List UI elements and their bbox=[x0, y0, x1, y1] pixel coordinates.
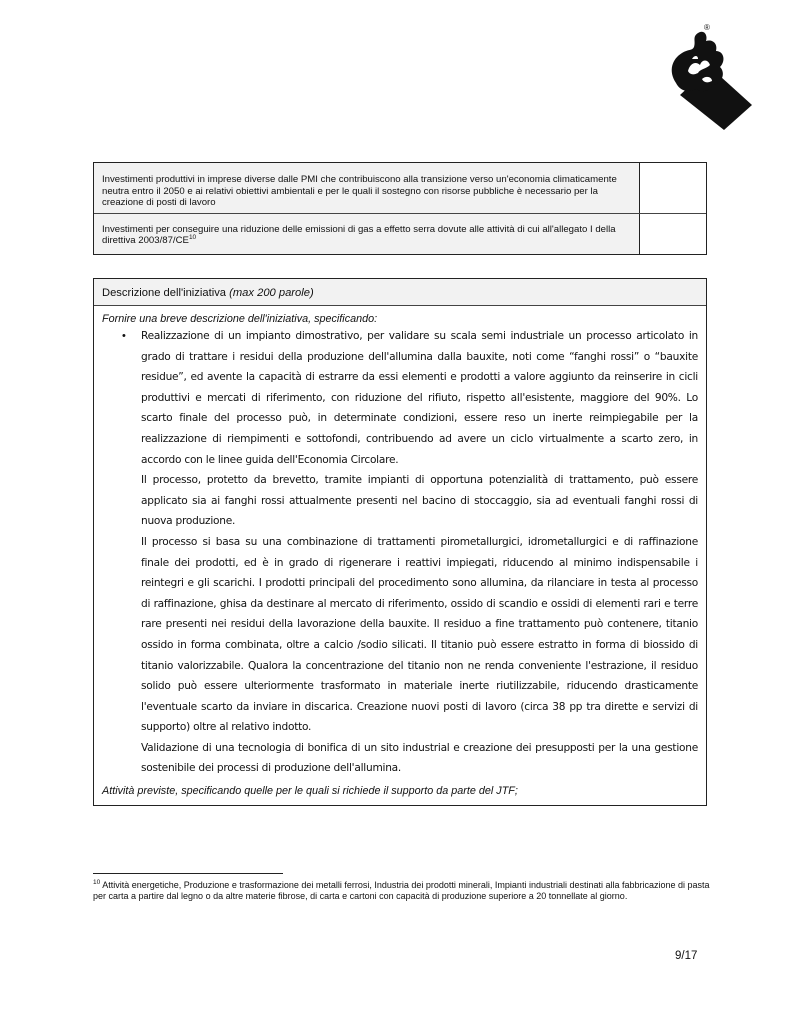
description-table bbox=[93, 278, 707, 806]
company-logo-mark-icon bbox=[662, 25, 758, 133]
paragraph: Il processo si basa su una combinazione di trattamenti pirometallurgici, idrometallurgici e di raffinazione finale dei prodotti, ed è in grado di rigenerare i reattivi impiegati, riducendo al minimo indispensabile i reintegri e gli scarichi. I prodotti principali del procedimento sono allumina, da rilanciare in testa al processo di raffinazione, ghisa da destinare al mercato di riferimento, ossido di scandio e ossidi di elementi rari e terre rare presenti nei residui della lavorazione della bauxite. Il residuo a fine trattamento può contenere, titanio ossido in forma combinata, oltre a calcio /sodio silicati. Il titanio può essere estratto in forma di biossido di titanio valorizzabile. Qualora la concentrazione del titanio non ne renda conveniente l'estrazione, il residuo solido può essere ulteriormente trasformato in materiale inerte riutilizzabile, riducendo drasticamente l'eventuale scarto da inviare in discarica. Creazione nuovi posti di lavoro (circa 38 pp tra dirette e servizi di supporto) oltre al relativo indotto. bbox=[141, 535, 698, 734]
paragraph: Validazione di una tecnologia di bonifica di un sito industrial e creazione dei presupposti per la una gestione sostenibile dei processi di produzione dell'allumina. bbox=[141, 741, 698, 775]
bullet-item bbox=[102, 326, 698, 779]
bullet-icon: • bbox=[122, 330, 126, 342]
paragraph: Il processo, protetto da brevetto, tramite impianti di opportuna potenzialità di trattamento, può essere applicato sia ai fanghi rossi attualmente presenti nel bacino di stoccaggio, sia ad eventuali fanghi rossi di nuova produzione. bbox=[141, 474, 698, 528]
footnote-separator bbox=[93, 873, 283, 874]
criteria-table bbox=[93, 162, 707, 255]
criteria-row bbox=[94, 214, 706, 254]
paragraph: Realizzazione di un impianto dimostrativo, per validare su scala semi industriale un processo articolato in grado di trattare i residui della produzione dell'allumina dalla bauxite, noti come “fanghi rossi” o “bauxite residue”, ed avente la capacità di estrarre da essi elementi e prodotti a valore aggiunto da reinserire in cicli produttivi e mercati di riferimento, con riduzione del rifiuto, rispetto all'esistente, maggiore del 90%. Lo scarto finale del processo può, in determinate condizioni, essere reso un inerte reimpiegabile per la realizzazione di riempimenti e sottofondi, contribuendo ad avere un ciclo virtualmente a scarto zero, in accordo con le linee guida dell'Economia Circolare. bbox=[141, 330, 698, 466]
footnote-number: 10 bbox=[93, 879, 101, 886]
criteria-text: Investimenti produttivi in imprese diverse dalle PMI che contribuiscono alla transizione verso un'economia climaticamente neutra entro il 2050 e ai relativi obiettivi ambientali e per le quali il sostegno con risorse pubbliche è necessario per la creazione di posti di lavoro bbox=[94, 163, 640, 213]
criteria-row bbox=[94, 163, 706, 214]
footnote-ref[interactable]: 10 bbox=[188, 233, 197, 241]
description-body[interactable] bbox=[94, 306, 706, 805]
page-number: 9/17 bbox=[675, 950, 698, 962]
criteria-checkbox-cell[interactable] bbox=[640, 214, 706, 254]
footnote bbox=[93, 880, 713, 903]
heading-note: (max 200 parole) bbox=[229, 287, 314, 299]
footnote-text: Attività energetiche, Produzione e trasformazione dei metalli ferrosi, Industria dei prodotti minerali, Impianti industriali destinati alla fabbricazione di pasta per carta a partire dal legno o da altre materie fibrose, di carta e cartoni con capacità di produzione superiore a 20 tonnellate al giorno. bbox=[93, 880, 710, 902]
registered-mark: ® bbox=[704, 23, 710, 32]
description-paragraphs bbox=[141, 326, 698, 779]
description-heading: Descrizione dell'iniziativa (max 200 parole) bbox=[94, 279, 706, 306]
description-intro: Fornire una breve descrizione dell'iniziativa, specificando: bbox=[102, 313, 378, 325]
company-logo bbox=[662, 25, 758, 133]
activities-prompt: Attività previste, specificando quelle per le quali si richiede il supporto da parte del JTF; bbox=[102, 785, 518, 798]
criteria-checkbox-cell[interactable] bbox=[640, 163, 706, 213]
criteria-text: Investimenti per conseguire una riduzione delle emissioni di gas a effetto serra dovute alle attività di cui all'allegato I della direttiva 2003/87/CE$^{10}$ bbox=[94, 214, 640, 254]
